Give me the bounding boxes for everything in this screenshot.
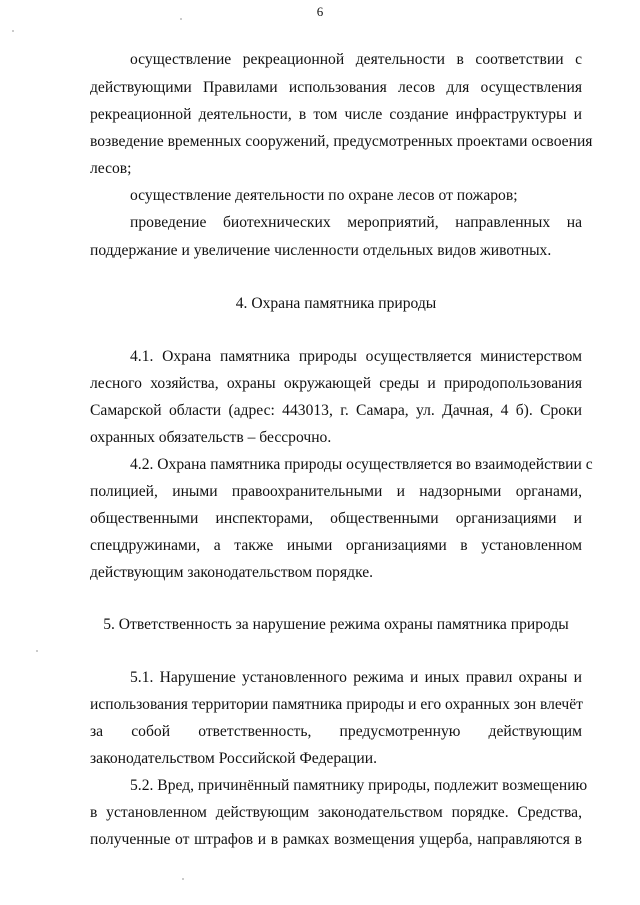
text-line: 4.2. Охрана памятника природы осуществляется во взаимодействии с — [130, 456, 593, 473]
text-line: проведение биотехнических мероприятий, направленных на — [130, 214, 582, 231]
text-line: осуществление деятельности по охране лесов от пожаров; — [130, 187, 518, 204]
section-heading-5: 5. Ответственность за нарушение режима охраны памятника природы — [103, 616, 569, 633]
text-line: спецдружинами, а также иными организациями в установленном — [90, 537, 582, 554]
section-heading-4: 4. Охрана памятника природы — [235, 295, 437, 312]
scan-speck — [182, 878, 184, 880]
scan-speck — [12, 30, 14, 32]
text-line: 5.1. Нарушение установленного режима и иных правил охраны и — [130, 669, 582, 686]
text-line: действующими Правилами использования лесов для осуществления — [90, 79, 582, 96]
text-line: действующим законодательством порядке. — [90, 564, 374, 581]
text-line: в установленном действующим законодательством порядке. Средства, — [90, 804, 582, 821]
scan-speck — [180, 18, 182, 20]
text-line: Самарской области (адрес: 443013, г. Самара, ул. Дачная, 4 б). Сроки — [90, 402, 582, 419]
text-line: общественными инспекторами, общественными организациями и — [90, 510, 582, 527]
text-line: законодательством Российской Федерации. — [90, 750, 377, 767]
text-line: за собой ответственность, предусмотренную действующим — [90, 723, 582, 740]
text-line: 4.1. Охрана памятника природы осуществляется министерством — [130, 348, 582, 365]
page-number: 6 — [316, 4, 324, 19]
text-line: возведение временных сооружений, предусмотренных проектами освоения — [90, 133, 593, 150]
scan-speck — [36, 650, 38, 652]
text-line: рекреационной деятельности, в том числе создание инфраструктуры и — [90, 106, 582, 123]
text-line: использования территории памятника природы и его охранных зон влечёт — [90, 696, 583, 713]
text-line: охранных обязательств – бессрочно. — [90, 429, 332, 446]
text-line: полицией, иными правоохранительными и надзорными органами, — [90, 483, 582, 500]
text-line: осуществление рекреационной деятельности в соответствии с — [130, 51, 582, 68]
text-line: лесов; — [90, 160, 132, 177]
text-line: полученные от штрафов и в рамках возмещения ущерба, направляются в — [90, 831, 582, 848]
text-line: лесного хозяйства, охраны окружающей среды и природопользования — [90, 375, 582, 392]
text-line: поддержание и увеличение численности отдельных видов животных. — [90, 242, 552, 259]
text-line: 5.2. Вред, причинённый памятнику природы, подлежит возмещению — [130, 777, 588, 794]
